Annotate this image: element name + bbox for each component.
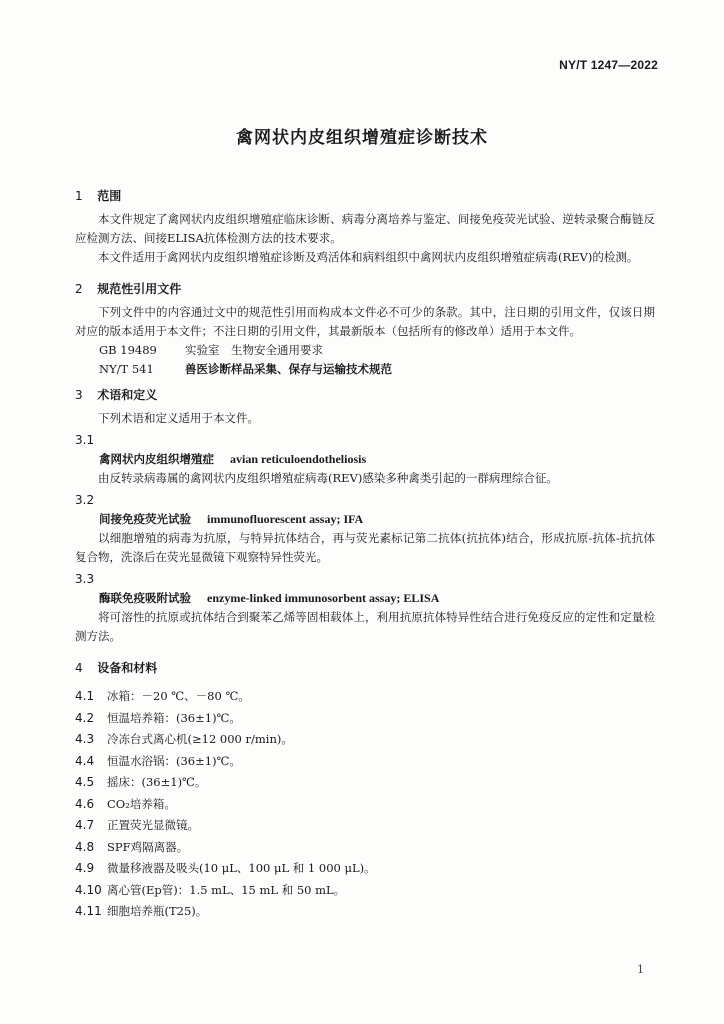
equipment-item [75,815,655,837]
reference-name: 实验室 生物安全通用要求 [185,343,323,357]
paragraph: 下列术语和定义适用于本文件。 [98,411,259,425]
term-zh: 间接免疫荧光试验 [99,512,191,526]
equipment-item [75,794,655,816]
item-text: 离心管(Ep管)：1.5 mL、15 mL 和 50 mL。 [107,882,346,897]
reference-item [75,341,655,360]
term-zh: 酶联免疫吸附试验 [99,591,191,605]
item-number: 4.7 [75,818,95,832]
document-code: NY/T 1247—2022 [559,58,658,72]
section-title: 范围 [97,189,122,203]
item-text: 冰箱：－20 ℃、－80 ℃。 [107,689,250,703]
section-number: 1 [75,189,83,203]
reference-code: GB 19489 [99,343,157,357]
document-body [75,178,655,923]
paragraph: 本文件适用于禽网状内皮组织增殖症诊断及鸡活体和病料组织中禽网状内皮组织增殖症病毒(REV)的检测。 [98,250,639,264]
item-text: 摇床：(36±1)℃。 [107,775,207,789]
item-text: 微量移液器及吸头(10 μL、100 μL 和 1 000 μL)。 [107,861,376,875]
section-number: 2 [75,282,83,296]
item-number: 4.3 [75,732,95,746]
item-number: 4.10 [75,882,102,897]
equipment-item [75,708,655,730]
item-text: CO₂培养箱。 [107,796,176,811]
term-name [75,450,655,469]
item-number: 4.4 [75,753,95,768]
reference-item [75,360,655,379]
term-number: 3.1 [75,433,95,447]
term-number: 3.2 [75,493,95,507]
document-title: 禽网状内皮组织增殖症诊断技术 [236,128,488,148]
equipment-item [75,686,655,708]
term-en: avian reticuloendotheliosis [230,452,367,466]
section-heading-terms [75,385,655,405]
item-text: SPF鸡隔离器。 [107,839,189,854]
section-number: 3 [75,388,83,402]
item-number: 4.9 [75,861,95,875]
item-number: 4.6 [75,796,95,811]
section-title: 规范性引用文件 [97,282,182,296]
equipment-item [75,772,655,794]
paragraph: 下列文件中的内容通过文中的规范性引用而构成本文件必不可少的条款。其中，注日期的引用文件，仅该日期对应的版本适用于本文件；不注日期的引用文件，其最新版本（包括所有的修改单）适用于本文件。 [75,305,655,338]
section-heading-scope [75,186,655,206]
equipment-item [75,837,655,859]
term-definition: 将可溶性的抗原或抗体结合到聚苯乙烯等固相载体上，利用抗原抗体特异性结合进行免疫反应的定性和定量检测方法。 [75,610,655,643]
equipment-item [75,729,655,751]
equipment-list [75,686,655,923]
equipment-item [75,880,655,902]
equipment-item [75,751,655,773]
term-number: 3.3 [75,572,95,586]
reference-name: 兽医诊断样品采集、保存与运输技术规范 [185,362,392,376]
item-text: 冷冻台式离心机(≥12 000 r/min)。 [107,732,293,746]
term-zh: 禽网状内皮组织增殖症 [99,452,214,466]
term-en: immunofluorescent assay; IFA [207,512,364,526]
paragraph: 本文件规定了禽网状内皮组织增殖症临床诊断、病毒分离培养与鉴定、间接免疫荧光试验、逆转录聚合酶链反应检测方法、间接ELISA抗体检测方法的技术要求。 [75,212,655,245]
term-definition: 以细胞增殖的病毒为抗原，与特异抗体结合，再与荧光素标记第二抗体(抗抗体)结合，形成抗原-抗体-抗抗体复合物，洗涤后在荧光显微镜下观察特异性荧光。 [75,531,655,564]
item-text: 细胞培养瓶(T25)。 [107,904,208,918]
term-en: enzyme-linked immunosorbent assay; ELISA [207,591,440,605]
section-title: 术语和定义 [97,388,158,402]
item-number: 4.1 [75,689,95,703]
reference-code: NY/T 541 [99,362,154,376]
item-number: 4.8 [75,839,95,854]
equipment-item [75,858,655,880]
term-name [75,510,655,529]
section-title: 设备和材料 [97,661,158,675]
item-number: 4.2 [75,710,95,725]
item-number: 4.11 [75,904,102,918]
section-heading-normative-references [75,279,655,299]
page-number: 1 [637,963,644,976]
item-number: 4.5 [75,775,95,789]
item-text: 恒温水浴锅：(36±1)℃。 [107,753,241,768]
section-number: 4 [75,661,83,675]
term-name [75,589,655,608]
section-heading-equipment [75,658,655,678]
equipment-item [75,901,655,923]
item-text: 正置荧光显微镜。 [107,818,199,832]
item-text: 恒温培养箱：(36±1)℃。 [107,710,241,725]
term-definition: 由反转录病毒属的禽网状内皮组织增殖症病毒(REV)感染多种禽类引起的一群病理综合征。 [98,471,558,485]
